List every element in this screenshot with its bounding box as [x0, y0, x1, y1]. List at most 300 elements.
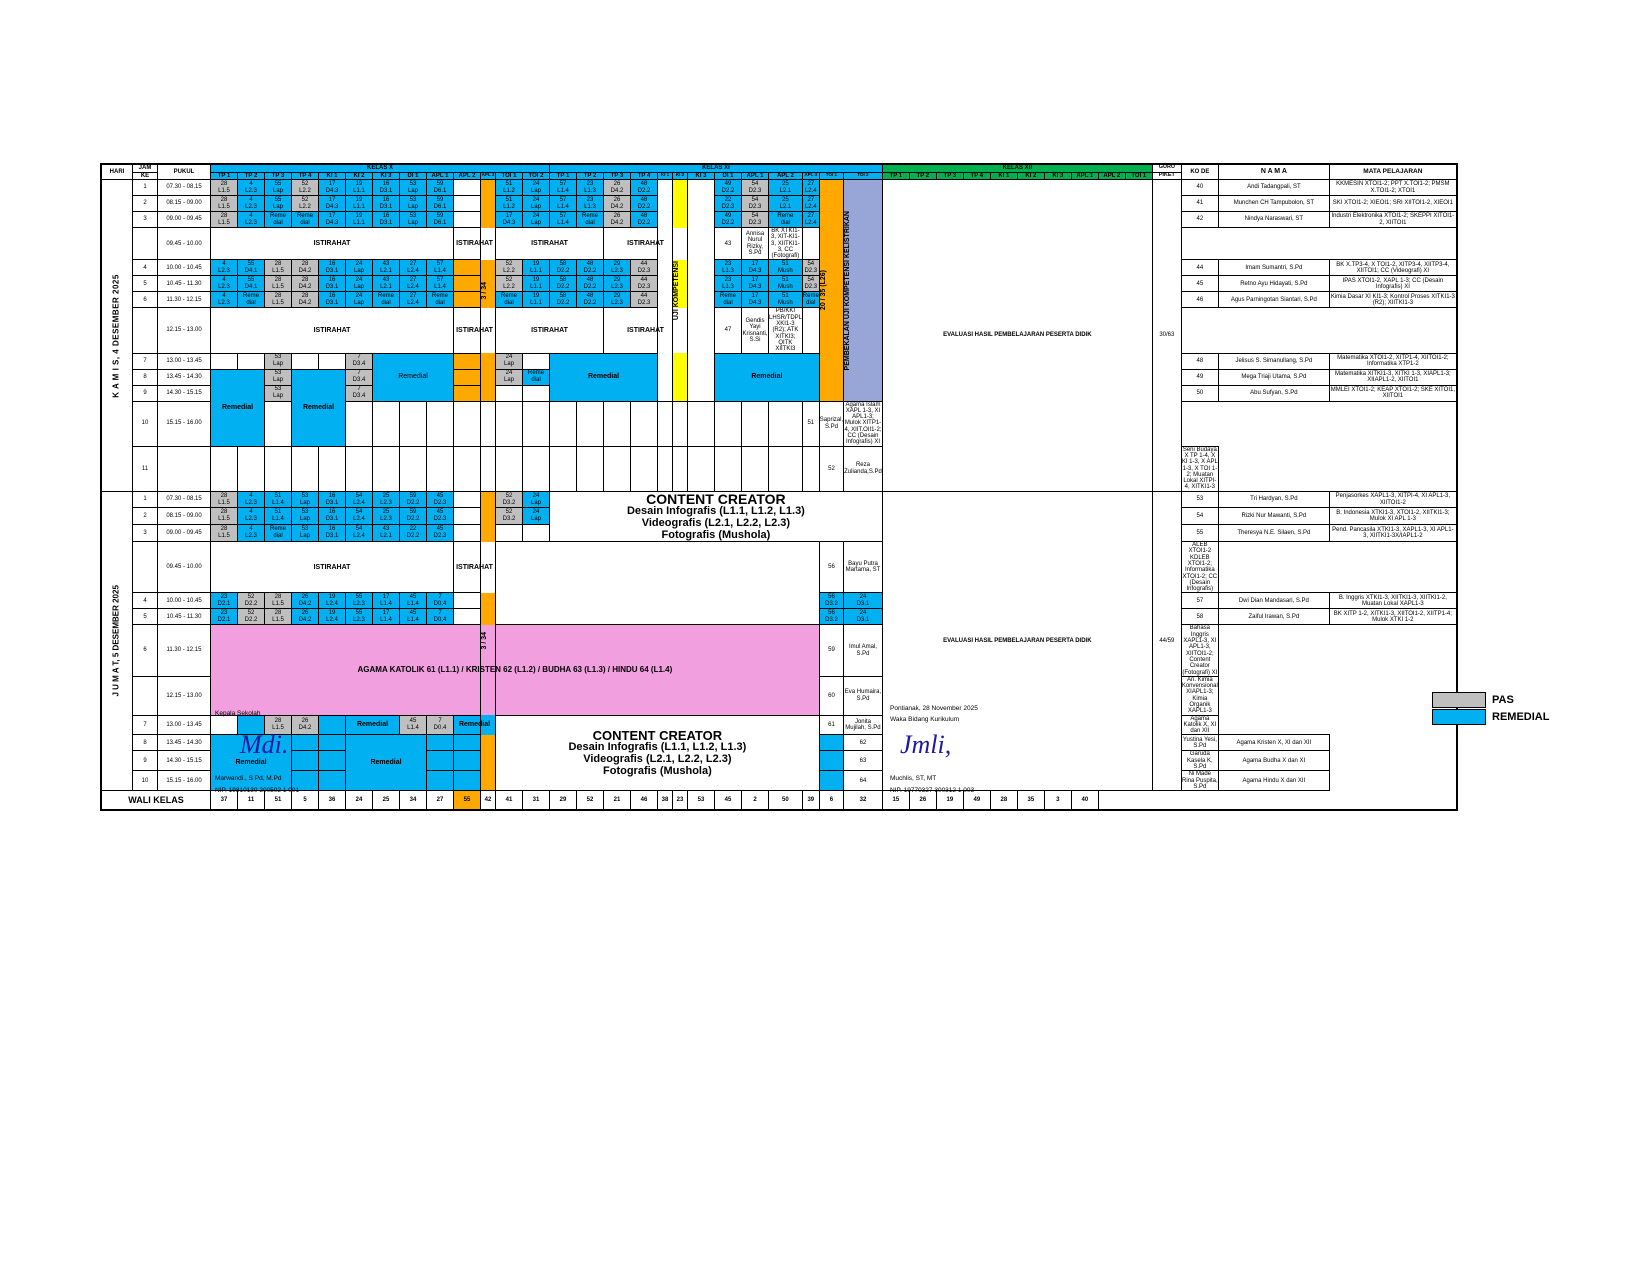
signature-right-mark: Jmli,	[900, 730, 952, 759]
teacher-kode: 59	[819, 625, 843, 676]
slot-x: 45 D2.3	[427, 508, 454, 525]
istirahat-x2: ISTIRAHAT	[454, 228, 496, 260]
slot-x: 52 L2.2	[496, 260, 523, 276]
slot-xi: 51 Mush	[769, 276, 803, 292]
slot-x: 24 D3.1	[844, 609, 883, 625]
table-row	[101, 276, 1457, 292]
slot-x	[319, 715, 346, 735]
slot-x: 7 D3.4	[346, 353, 373, 369]
slot-x	[819, 735, 843, 751]
pukul: 10.45 - 11.30	[158, 609, 211, 625]
slot-x: 28 D4.2	[292, 260, 319, 276]
header-guru: GURU	[1152, 164, 1181, 172]
slot-xi: 58 D2.2	[550, 276, 577, 292]
slot-x: 27 L2.4	[400, 292, 427, 308]
wali-x: 51	[265, 791, 292, 811]
slot-x: 19 L1.1	[346, 180, 373, 196]
teacher-nama: Annisa Nurul Rizky, S.Pd	[742, 228, 769, 260]
wali-xi: 46	[631, 791, 658, 811]
slot-xi	[658, 446, 673, 491]
wali-xii: 26	[909, 791, 936, 811]
col-x-ki1: KI 1	[319, 172, 346, 180]
teacher-kode: 63	[844, 751, 883, 771]
teacher-nama: Eva Humaira, S.Pd	[844, 676, 883, 715]
col-xi-ki2: KI 2	[673, 172, 688, 180]
pukul: 13.45 - 14.30	[158, 369, 211, 385]
teacher-mata-pelajaran: Matematika XITKI1-3, XITKI 1-3, XIAPL1-3; XIIAPL1-2, XIITOI1	[1329, 369, 1457, 385]
slot-x: 59 D6.1	[427, 180, 454, 196]
teacher-nama: Andi Tadangpali, ST	[1218, 180, 1329, 196]
table-row-break	[101, 308, 1457, 353]
pukul: 15.15 - 16.00	[158, 771, 211, 791]
content-creator-bottom: CONTENT CREATOR Desain Infografis (L1.1, L1.2, L1.3) Videografis (L2.1, L2.2, L2.3) Fotografis (Mushola)	[496, 715, 820, 791]
legend-swatch-remedial	[1432, 709, 1486, 725]
slot-xi: 22 D2.3	[715, 196, 742, 212]
slot-xi: 44 D2.3	[631, 260, 658, 276]
teacher-nama: Retno Ayu Hidayati, S.Pd	[1218, 276, 1329, 292]
teacher-nama: Munchen CH Tampubolon, ST	[1218, 196, 1329, 212]
wali-kelas-row	[101, 791, 1457, 811]
wali-kelas-label: WALI KELAS	[101, 791, 211, 811]
guru-piket-thursday: 30/63	[1152, 180, 1181, 492]
teacher-kode: 57	[1181, 593, 1218, 609]
slot-x: 17 L1.4	[373, 609, 400, 625]
slot-x: 17 L1.4	[373, 593, 400, 609]
header-jam-ke: KE	[133, 172, 158, 180]
slot-xi	[604, 401, 631, 446]
teacher-kode: 60	[819, 676, 843, 715]
slot-x	[496, 525, 523, 542]
teacher-kode: 41	[1181, 196, 1218, 212]
slot-xi	[631, 446, 658, 491]
slot-x: 28 L1.5	[265, 276, 292, 292]
slot-x	[481, 401, 496, 446]
jam-ke: 3	[133, 212, 158, 228]
teacher-kode: 61	[819, 715, 843, 735]
teacher-nama: Mega Triaji Utama, S.Pd	[1218, 369, 1329, 385]
remedial-friday-right: Remedial	[346, 735, 427, 791]
slot-x: 45 L1.4	[400, 609, 427, 625]
slot-x: 25 L2.3	[373, 491, 400, 508]
teacher-kode: 42	[1181, 212, 1218, 228]
slot-xi	[604, 446, 631, 491]
slot-x: Reme dial	[265, 525, 292, 542]
slot-x: 19 L1.1	[523, 276, 550, 292]
slot-x	[238, 353, 265, 369]
slot-x: 24 Lap	[496, 369, 523, 385]
legend-item-remedial	[1432, 709, 1549, 725]
slot-x	[577, 401, 604, 446]
slot-x	[454, 385, 481, 401]
slot-xi: 29 L2.3	[604, 260, 631, 276]
pukul: 11.30 - 12.15	[158, 625, 211, 676]
teacher-mata-pelajaran: BK XTKI1-3, XIT-KI1-3, XIITKI1-3, CC (Fotografi)	[769, 228, 803, 260]
slot-x: 17 D4.3	[496, 212, 523, 228]
slot-x	[292, 353, 319, 369]
pukul: 07.30 - 08.15	[158, 491, 211, 508]
slot-xi: 57 L1.4	[550, 196, 577, 212]
slot-x	[292, 446, 319, 491]
pukul: 08.15 - 09.00	[158, 196, 211, 212]
slot-x	[454, 212, 481, 228]
spacer	[1125, 791, 1152, 811]
col-x-di1: DI 1	[400, 172, 427, 180]
istirahat-x2-friday: ISTIRAHAT	[454, 542, 496, 593]
table-row	[101, 292, 1457, 308]
jam-ke: 9	[133, 751, 158, 771]
slot-x: 7 D3.4	[346, 385, 373, 401]
slot-x: 28 L1.5	[211, 196, 238, 212]
slot-x: 19 L2.4	[319, 593, 346, 609]
wali-xi: 39	[802, 791, 819, 811]
slot-xi: Reme dial	[802, 292, 819, 306]
slot-x	[454, 446, 481, 491]
slot-x: 53 Lap	[292, 525, 319, 542]
slot-x: 45 D2.3	[427, 525, 454, 542]
header-kelas-xii: KELAS XII	[882, 164, 1152, 172]
slot-x	[454, 292, 481, 308]
slot-x: 16 D3.1	[319, 260, 346, 276]
slot-x	[427, 735, 454, 751]
wali-x: 25	[373, 791, 400, 811]
legend-label-pas: PAS	[1492, 694, 1514, 706]
remedial-friday-a: Remedial	[346, 715, 400, 735]
teacher-mata-pelajaran: Seni Budaya X TP 1-4, X KI 1-3, X APL 1-3, X TOI 1-2; Muatan Lokal XITPI-4, XITKI1-3	[1181, 446, 1218, 491]
slot-xi: 49 D2.2	[715, 212, 742, 228]
slot-x: 24 Lap	[496, 353, 523, 369]
slot-xi-ki1-block	[658, 180, 673, 402]
col-xi-ki1: KI 1	[658, 172, 673, 180]
slot-xi-uji-kompetensi: UJI KOMPETENSI	[673, 180, 688, 402]
schedule-table	[100, 163, 1458, 811]
teacher-mata-pelajaran: Agama Hindu X dan XII	[1218, 771, 1329, 791]
jam-ke: 7	[133, 353, 158, 369]
slot-x: 4 L2.3	[238, 525, 265, 542]
col-x-apl3: APL 3	[481, 172, 496, 180]
slot-x: 16 D3.1	[319, 292, 346, 308]
header-nama: N A M A	[1218, 164, 1329, 180]
slot-x	[819, 771, 843, 791]
istirahat-x-friday: ISTIRAHAT	[211, 542, 454, 593]
teacher-kode: 44	[1181, 260, 1218, 276]
table-row	[101, 212, 1457, 228]
teacher-nama: Reza Zulianda,S.Pd	[844, 446, 883, 491]
slot-x	[454, 751, 481, 771]
jam-ke	[133, 228, 158, 260]
slot-xi: 25 L2.1	[769, 180, 803, 196]
slot-x: 55 Lap	[265, 180, 292, 196]
jam-ke: 5	[133, 609, 158, 625]
pukul: 09.45 - 10.00	[158, 542, 211, 593]
teacher-kode: 45	[1181, 276, 1218, 292]
teacher-kode: 47	[715, 308, 742, 353]
slot-x: 28 L1.5	[211, 180, 238, 196]
slot-xi	[769, 401, 803, 446]
slot-xi: 57 L1.4	[550, 212, 577, 228]
col-xi-toi1: TOI 1	[819, 172, 843, 180]
wali-x: 41	[496, 791, 523, 811]
table-row	[101, 491, 1457, 508]
col-xii-tp3: TP 3	[936, 172, 963, 180]
slot-x	[211, 353, 238, 369]
slot-x: 53 Lap	[292, 508, 319, 525]
wali-xi: 31	[523, 791, 550, 811]
teacher-kode: 62	[844, 735, 883, 751]
slot-xi: 26 D4.2	[604, 212, 631, 228]
content-creator-mid	[496, 542, 820, 625]
teacher-kode: 48	[1181, 353, 1218, 369]
teacher-nama: Jonita Mujilah, S.Pd	[844, 715, 883, 735]
wali-xi: 29	[550, 791, 577, 811]
slot-xi-toi-block: 20 / 35 (L26)	[819, 180, 843, 402]
remedial-block-x-left: Remedial	[211, 369, 265, 446]
slot-x: 7 D0.4	[427, 593, 454, 609]
slot-x: 4 L2.3	[238, 180, 265, 196]
table-row-break	[101, 228, 1457, 260]
teacher-kode: 51	[802, 401, 819, 446]
slot-x	[454, 609, 481, 625]
slot-x: Reme dial	[292, 212, 319, 228]
slot-x	[346, 446, 373, 491]
pukul	[158, 446, 211, 491]
slot-x: 24 Lap	[346, 276, 373, 292]
content-creator-top: CONTENT CREATOR Desain Infografis (L1.1, L1.2, L1.3) Videografis (L2.1, L2.2, L2.3) Fotografis (Mushola)	[550, 491, 883, 541]
slot-xi: 26 D4.2	[604, 196, 631, 212]
slot-x: 24 Lap	[346, 260, 373, 276]
teacher-nama: Garuda Kasela K, S.Pd	[1181, 751, 1218, 771]
slot-xi: Reme dial	[769, 212, 803, 228]
jam-ke: 1	[133, 180, 158, 196]
slot-x	[319, 446, 346, 491]
slot-x	[523, 385, 550, 401]
slot-xi: 54 D2.3	[742, 212, 769, 228]
slot-xi: 48 D2.2	[577, 276, 604, 292]
col-x-tp4: TP 4	[292, 172, 319, 180]
slot-xi: 29 L2.3	[604, 276, 631, 292]
slot-xi-pembekalan: PEMBEKALAN UJI KOMPETENSI KELISTRIKAN	[844, 180, 883, 402]
teacher-mata-pelajaran: An. Kimia Konvensional XIAPL1-3; Kimia Organik XAPL1-3	[1181, 676, 1218, 715]
remedial-block-x: Remedial	[373, 353, 454, 401]
teacher-nama: Imul Amal, S.Pd	[844, 625, 883, 676]
teacher-nama: Dwi Dian Mandasari, S.Pd	[1218, 593, 1329, 609]
slot-x	[265, 401, 292, 446]
table-row	[101, 180, 1457, 196]
slot-xi: 17 D4.3	[742, 292, 769, 308]
teacher-kode: 64	[844, 771, 883, 791]
slot-xi: 48 D2.2	[577, 292, 604, 308]
slot-xi: 23 L1.3	[715, 260, 742, 276]
slot-x: 16 D3.1	[373, 212, 400, 228]
slot-xi: 23 L1.3	[715, 276, 742, 292]
wali-xii: 49	[963, 791, 990, 811]
slot-x	[454, 196, 481, 212]
header-kelas-x: KELAS X	[211, 164, 550, 172]
slot-x: 52 D2.2	[238, 593, 265, 609]
slot-x: 24 D3.1	[844, 593, 883, 609]
slot-x: 17 D4.3	[319, 180, 346, 196]
slot-x: 53 Lap	[265, 369, 292, 385]
slot-x-apl3-block: 3 / 34	[481, 180, 496, 402]
slot-x	[211, 715, 238, 735]
slot-x	[454, 508, 481, 525]
slot-x: 16 D3.1	[319, 508, 346, 525]
teacher-kode: 52	[819, 446, 843, 491]
slot-x: 59 D6.1	[427, 212, 454, 228]
slot-x: 55 L2.3	[346, 609, 373, 625]
teacher-nama: Jelisus S. Simanullang, S.Pd	[1218, 353, 1329, 369]
slot-x: 24 Lap	[346, 292, 373, 308]
slot-xi: 48 D2.2	[631, 212, 658, 228]
teacher-nama: Agus Parningotan Siantari, S.Pd	[1218, 292, 1329, 308]
teacher-mata-pelajaran: BK X.TP3-4, X TOI1-2, XITP3-4, XIITP3-4, XIITOI1; CC (Videografi) XI	[1329, 260, 1457, 276]
slot-x	[496, 385, 523, 401]
slot-xi: 27 L2.4	[802, 212, 819, 228]
slot-x: 4 L2.3	[238, 212, 265, 228]
teacher-mata-pelajaran: PB/KKI LHSR/TDPL XKI1-3 (R2); ATK XITKI3; QITK XIITKI3	[769, 308, 803, 353]
slot-x: 45 L1.4	[400, 715, 427, 735]
teacher-nama: Gendis Yayi Krisnanti, S.Si	[742, 308, 769, 353]
slot-x	[373, 401, 400, 446]
slot-xi: 17 D4.3	[742, 276, 769, 292]
col-xii-tp2: TP 2	[909, 172, 936, 180]
slot-x	[373, 446, 400, 491]
slot-xi: 44 D2.3	[631, 292, 658, 308]
slot-x: 22 D2.2	[400, 525, 427, 542]
slot-x	[319, 751, 346, 771]
slot-x	[481, 446, 496, 491]
legend-label-remedial: REMEDIAL	[1492, 711, 1550, 723]
pukul: 09.00 - 09.45	[158, 212, 211, 228]
pukul: 12.15 - 13.00	[158, 676, 211, 715]
slot-x: 16 D3.1	[319, 491, 346, 508]
slot-x: 57 L1.4	[427, 260, 454, 276]
slot-xi: 44 D2.3	[631, 276, 658, 292]
wali-xii: 19	[936, 791, 963, 811]
teacher-mata-pelajaran: B. Indonesia XTKI1-3, XTOI1-2, XIITKI1-3; Mulok XI APL 1-3	[1329, 508, 1457, 525]
slot-x: 4 L2.3	[211, 260, 238, 276]
slot-x	[454, 401, 481, 446]
signature-right-nip: NIP. 19770327 300312 1 003	[890, 787, 975, 794]
slot-x: 51 L1.4	[265, 491, 292, 508]
slot-x: Reme dial	[496, 292, 523, 308]
slot-x	[454, 369, 481, 385]
slot-x: 26 D4.2	[292, 609, 319, 625]
col-xi-di1: DI 1	[715, 172, 742, 180]
wali-xii: 35	[1017, 791, 1044, 811]
teacher-kode: 50	[1181, 385, 1218, 401]
signature-left-name: Marwandi., S Pd, M.Pd	[215, 775, 282, 782]
teacher-kode: 49	[1181, 369, 1218, 385]
jam-ke: 8	[133, 735, 158, 751]
spacer	[1152, 791, 1181, 811]
teacher-nama: Yustina Yesi, S.Pd	[1182, 736, 1217, 749]
legend-swatch-pas	[1432, 692, 1486, 708]
slot-xi: 57 L1.4	[550, 180, 577, 196]
pukul: 10.45 - 11.30	[158, 276, 211, 292]
teacher-kode: 58	[1181, 609, 1218, 625]
pukul: 14.30 - 15.15	[158, 751, 211, 771]
wali-xii: 3	[1044, 791, 1071, 811]
slot-x	[454, 593, 481, 609]
spacer	[1098, 791, 1125, 811]
slot-x: 28 L1.5	[211, 508, 238, 525]
istirahat-xi2: ISTIRAHAT	[604, 228, 688, 260]
teacher-kode: 43	[715, 228, 742, 260]
slot-x: 24 Lap	[523, 180, 550, 196]
wali-xi: 2	[742, 791, 769, 811]
slot-x	[454, 260, 481, 276]
col-x-apl2: APL 2	[454, 172, 481, 180]
teacher-kode: 40	[1181, 180, 1218, 196]
slot-x	[496, 446, 523, 491]
slot-x	[238, 446, 265, 491]
col-x-ki2: KI 2	[346, 172, 373, 180]
istirahat-x: ISTIRAHAT	[211, 308, 454, 353]
slot-x: 17 D4.3	[319, 212, 346, 228]
slot-x	[454, 180, 481, 196]
table-row-break	[101, 542, 1457, 593]
slot-x: 28 L1.5	[211, 525, 238, 542]
slot-xi: 49 D2.2	[715, 180, 742, 196]
jam-ke: 3	[133, 525, 158, 542]
istirahat-xi: ISTIRAHAT	[496, 228, 604, 260]
wali-xii: 6	[819, 791, 843, 811]
slot-x: 45 D2.3	[427, 491, 454, 508]
slot-xi: Reme dial	[715, 292, 742, 308]
slot-x-apl3-block-friday: 3 / 34	[481, 491, 496, 791]
slot-x	[400, 401, 427, 446]
slot-xi: 48 D2.2	[631, 196, 658, 212]
wali-xii: 15	[882, 791, 909, 811]
pukul: 14.30 - 15.15	[158, 385, 211, 401]
slot-xi	[577, 446, 604, 491]
teacher-nama: Nindya Naraswari, ST	[1218, 212, 1329, 228]
slot-xi: 58 D2.2	[550, 260, 577, 276]
istirahat-xi2: ISTIRAHAT	[604, 308, 688, 353]
slot-x	[319, 771, 346, 791]
jam-ke	[133, 676, 158, 715]
spacer	[1181, 791, 1218, 811]
slot-x	[211, 446, 238, 491]
slot-x: 28 L1.5	[265, 715, 292, 735]
slot-x	[523, 401, 550, 446]
table-row	[101, 715, 1457, 735]
slot-x	[550, 401, 577, 446]
slot-x: 4 L2.3	[211, 276, 238, 292]
jam-ke: 6	[133, 292, 158, 308]
pukul: 13.45 - 14.30	[158, 735, 211, 751]
teacher-kode: 55	[1181, 525, 1218, 542]
slot-x: Reme dial	[238, 292, 265, 308]
slot-x: 7 D3.4	[346, 369, 373, 385]
teacher-mata-pelajaran: IPAS XTOI1-2, XAPL 1-3; CC (Desain Infografis) XI	[1329, 276, 1457, 292]
legend	[1432, 692, 1549, 726]
jam-ke: 10	[133, 401, 158, 446]
wali-x: 37	[211, 791, 238, 811]
slot-xi: 54 D2.3	[802, 276, 819, 292]
slot-xi	[742, 446, 769, 491]
teacher-mata-pelajaran: Agama Islam XAPL 1-3, XI APL1-3; Mulok XITP1-4, XIIT.OII1-2; CC (Desain Infografis) XI	[844, 401, 882, 446]
col-xii-tp4: TP 4	[963, 172, 990, 180]
pukul: 07.30 - 08.15	[158, 180, 211, 196]
teacher-mata-pelajaran: B. Inggris XTKI1-3, XIITKI1-3, XIITKI1-2, Muatan Lokal XAPL1-3	[1329, 593, 1457, 609]
wali-x: 34	[400, 791, 427, 811]
wali-xi: 21	[604, 791, 631, 811]
slot-x: 28 L1.5	[211, 212, 238, 228]
slot-x	[346, 401, 373, 446]
slot-xi: 26 D4.2	[604, 180, 631, 196]
teacher-kode: 53	[1181, 491, 1218, 508]
